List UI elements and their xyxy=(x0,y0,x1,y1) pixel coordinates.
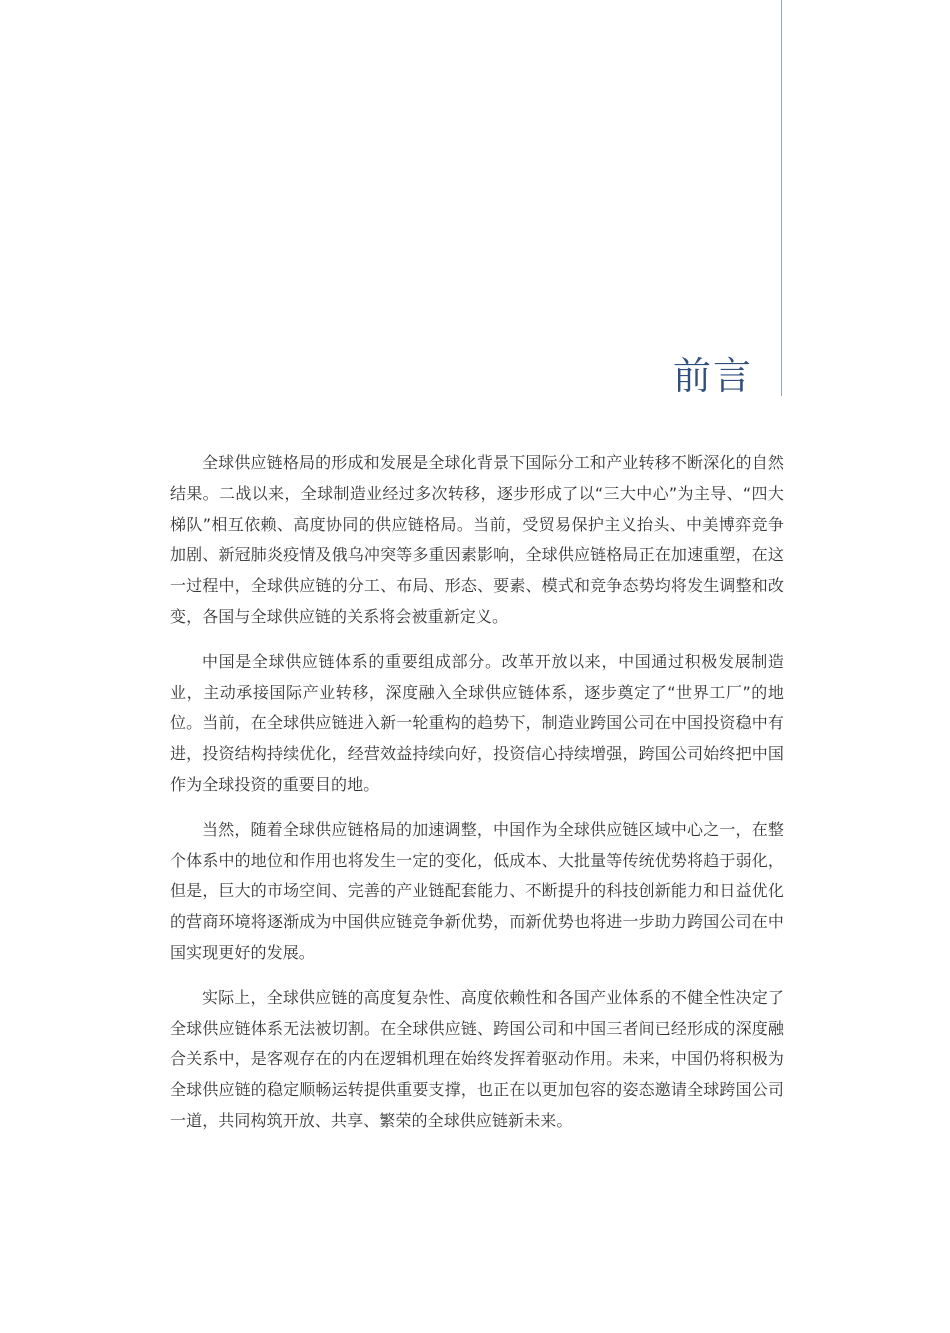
paragraph-1: 全球供应链格局的形成和发展是全球化背景下国际分工和产业转移不断深化的自然结果。二战以来，全球制造业经过多次转移，逐步形成了以“三大中心”为主导、“四大梯队”相互依赖、高度协同的供应链格局。当前，受贸易保护主义抬头、中美博弈竞争加剧、新冠肺炎疫情及俄乌冲突等多重因素影响，全球供应链格局正在加速重塑，在这一过程中，全球供应链的分工、布局、形态、要素、模式和竞争态势均将发生调整和改变，各国与全球供应链的关系将会被重新定义。 xyxy=(170,453,784,626)
preface-body xyxy=(170,448,784,1151)
paragraph-2: 中国是全球供应链体系的重要组成部分。改革开放以来，中国通过积极发展制造业，主动承接国际产业转移，深度融入全球供应链体系，逐步奠定了“世界工厂”的地位。当前，在全球供应链进入新一轮重构的趋势下，制造业跨国公司在中国投资稳中有进，投资结构持续优化，经营效益持续向好，投资信心持续增强，跨国公司始终把中国作为全球投资的重要目的地。 xyxy=(170,651,784,794)
paragraph-4: 实际上，全球供应链的高度复杂性、高度依赖性和各国产业体系的不健全性决定了全球供应链体系无法被切割。在全球供应链、跨国公司和中国三者间已经形成的深度融合关系中，是客观存在的内在逻辑机理在始终发挥着驱动作用。未来，中国仍将积极为全球供应链的稳定顺畅运转提供重要支撑，也正在以更加包容的姿态邀请全球跨国公司一道，共同构筑开放、共享、繁荣的全球供应链新未来。 xyxy=(170,987,784,1130)
page-title: 前言 xyxy=(672,354,753,398)
paragraph-3: 当然，随着全球供应链格局的加速调整，中国作为全球供应链区域中心之一，在整个体系中的地位和作用也将发生一定的变化，低成本、大批量等传统优势将趋于弱化，但是，巨大的市场空间、完善的产业链配套能力、不断提升的科技创新能力和日益优化的营商环境将逐渐成为中国供应链竞争新优势，而新优势也将进一步助力跨国公司在中国实现更好的发展。 xyxy=(170,819,784,962)
vertical-divider-line xyxy=(781,0,782,396)
